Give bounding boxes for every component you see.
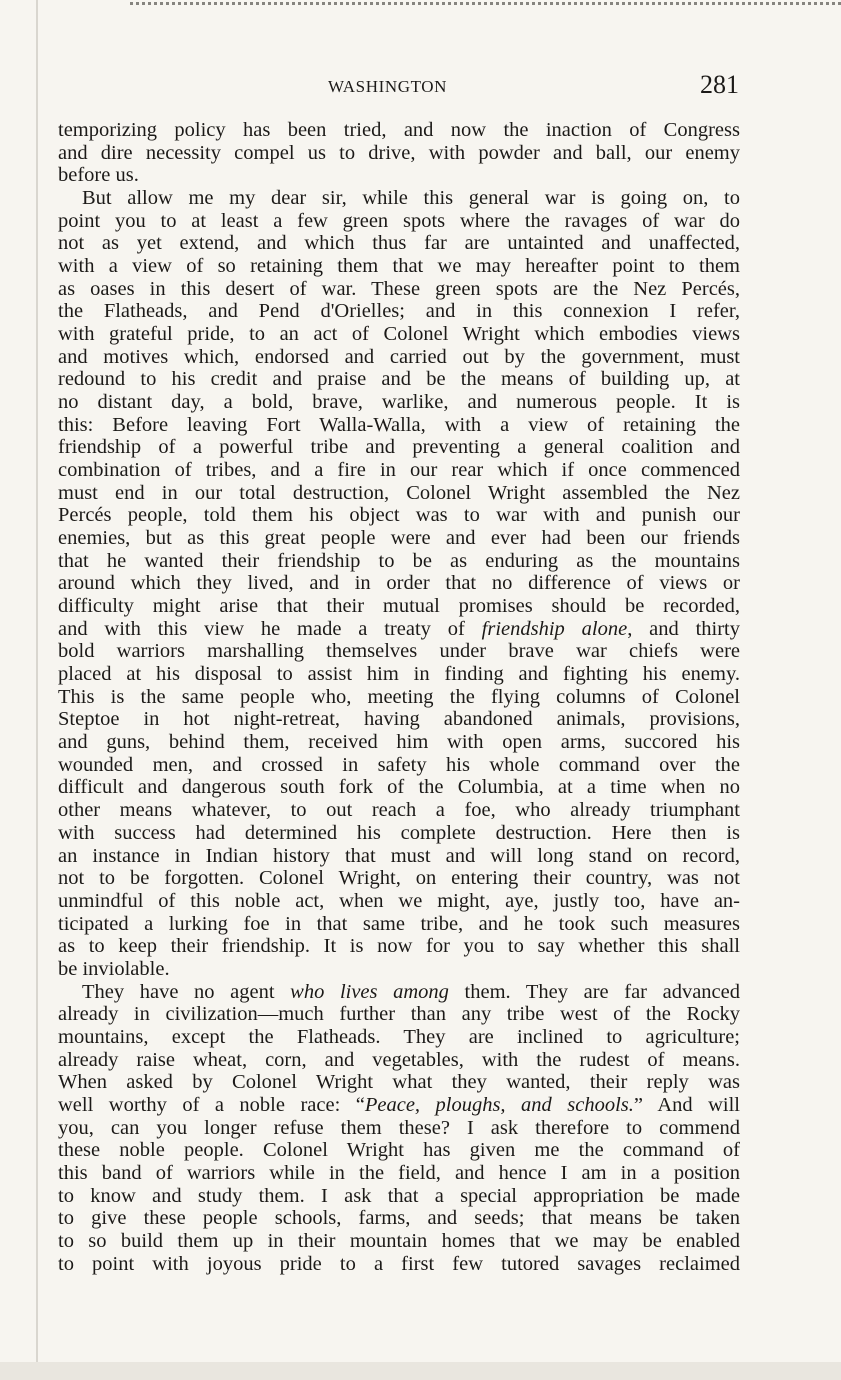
text-line: When asked by Colonel Wright what they wanted, their reply was xyxy=(58,1071,740,1094)
text-line: difficult and dangerous south fork of the Columbia, at a time when no xyxy=(58,776,740,799)
text-line: before us. xyxy=(58,164,139,187)
body-text xyxy=(58,119,740,1275)
text-line: and motives which, endorsed and carried out by the government, must xyxy=(58,345,740,368)
text-line: must end in our total destruction, Colonel Wright assembled the Nez xyxy=(58,481,740,504)
text-line: with a view of so retaining them that we may hereafter point to them xyxy=(58,255,740,278)
text-line: these noble people. Colonel Wright has given me the command of xyxy=(58,1139,740,1162)
text-line: unmindful of this noble act, when we might, aye, justly too, have an- xyxy=(58,889,740,912)
text-line: Steptoe in hot night-retreat, having abandoned animals, provisions, xyxy=(58,708,740,731)
text-line: Percés people, told them his object was to war with and punish our xyxy=(58,504,740,527)
text-line: and with this view he made a treaty of friendship alone, and thirty xyxy=(58,617,741,640)
text-line: They have no agent who lives among them. They are far advanced xyxy=(82,980,740,1003)
text-line: difficulty might arise that their mutual promises should be recorded, xyxy=(58,595,740,618)
running-head: WASHINGTON xyxy=(328,77,448,96)
text-line: an instance in Indian history that must and will long stand on record, xyxy=(58,844,740,867)
italic-phrase: Peace, ploughs, and schools. xyxy=(364,1093,634,1116)
text-line: to give these people schools, farms, and seeds; that means be taken xyxy=(58,1207,740,1230)
text-line: temporizing policy has been tried, and now the inaction of Congress xyxy=(58,119,740,141)
text-line: already in civilization—much further than any tribe west of the Rocky xyxy=(58,1003,740,1026)
text-line: wounded men, and crossed in safety his whole command over the xyxy=(58,753,740,776)
text-line: friendship of a powerful tribe and preventing a general coalition and xyxy=(58,436,740,459)
text-line: to know and study them. I ask that a special appropriation be made xyxy=(58,1184,740,1207)
text-line: point you to at least a few green spots where the ravages of war do xyxy=(58,209,740,232)
text-line: combination of tribes, and a fire in our rear which if once commenced xyxy=(58,459,740,482)
binding-edge xyxy=(36,0,38,1380)
italic-phrase: who lives among xyxy=(290,980,449,1003)
text-line: other means whatever, to out reach a foe, who already triumphant xyxy=(58,799,740,822)
text-line: This is the same people who, meeting the flying columns of Colonel xyxy=(58,685,740,708)
text-line: bold warriors marshalling themselves under brave war chiefs were xyxy=(58,640,740,663)
text-line: be inviolable. xyxy=(58,957,170,980)
top-edge-rule xyxy=(130,2,841,5)
text-line: well worthy of a noble race: “Peace, ploughs, and schools.” And will xyxy=(58,1093,740,1116)
italic-phrase: friendship alone xyxy=(481,617,628,640)
page-number: 281 xyxy=(700,70,739,99)
text-line: as oases in this desert of war. These green spots are the Nez Percés, xyxy=(58,277,740,300)
text-line: But allow me my dear sir, while this general war is going on, to xyxy=(82,187,740,210)
text-line: mountains, except the Flatheads. They are inclined to agriculture; xyxy=(58,1025,740,1048)
text-line: not as yet extend, and which thus far are untainted and unaffected, xyxy=(58,232,740,255)
text-line: to so build them up in their mountain homes that we may be enabled xyxy=(58,1229,740,1252)
text-line: this: Before leaving Fort Walla-Walla, with a view of retaining the xyxy=(58,413,740,436)
text-line: not to be forgotten. Colonel Wright, on entering their country, was not xyxy=(58,867,740,890)
text-line: redound to his credit and praise and be the means of building up, at xyxy=(58,368,740,391)
text-line: to point with joyous pride to a first few tutored savages reclaimed xyxy=(58,1252,740,1275)
text-line: with success had determined his complete destruction. Here then is xyxy=(58,821,740,844)
bottom-page-shadow xyxy=(0,1362,841,1380)
text-line: and guns, behind them, received him with open arms, succored his xyxy=(58,731,740,754)
text-line: no distant day, a bold, brave, warlike, and numerous people. It is xyxy=(58,391,740,414)
text-line: around which they lived, and in order that no difference of views or xyxy=(58,572,740,595)
text-line: as to keep their friendship. It is now for you to say whether this shall xyxy=(58,935,740,958)
text-line: already raise wheat, corn, and vegetables, with the rudest of means. xyxy=(58,1048,740,1071)
text-line: you, can you longer refuse them these? I ask therefore to commend xyxy=(58,1116,740,1139)
text-line: and dire necessity compel us to drive, with powder and ball, our enemy xyxy=(58,141,740,164)
text-line: the Flatheads, and Pend d'Orielles; and in this connexion I refer, xyxy=(58,300,740,323)
text-line: that he wanted their friendship to be as enduring as the mountains xyxy=(58,549,740,572)
text-line: placed at his disposal to assist him in finding and fighting his enemy. xyxy=(58,663,740,686)
text-line: this band of warriors while in the field, and hence I am in a position xyxy=(58,1161,740,1184)
text-line: ticipated a lurking foe in that same tribe, and he took such measures xyxy=(58,912,740,935)
text-line: enemies, but as this great people were and ever had been our friends xyxy=(58,527,740,550)
text-line: with grateful pride, to an act of Colonel Wright which embodies views xyxy=(58,323,740,346)
